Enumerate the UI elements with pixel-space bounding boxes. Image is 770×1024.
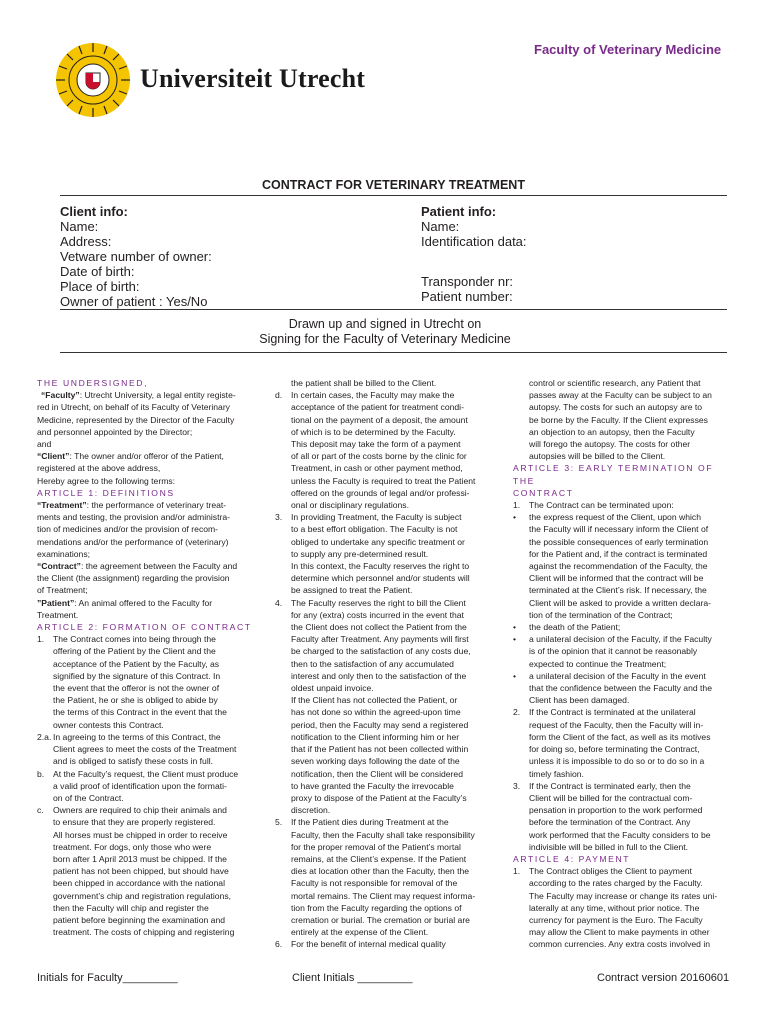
list-item bbox=[275, 389, 500, 401]
text-line: unless it is impossible to do so or to do so in a bbox=[529, 756, 705, 767]
text-line: the Patient, he or she is obliged to abide by bbox=[53, 695, 218, 706]
list-marker: 3. bbox=[275, 512, 283, 523]
text-line: to a best effort obligation. The Faculty is not bbox=[291, 524, 458, 535]
list-item bbox=[513, 865, 735, 877]
text-line: mortal remains. The Client may request informa- bbox=[291, 890, 476, 901]
text-line: Hereby agree to the following terms: bbox=[37, 475, 176, 486]
text-line: to ensure that they are properly registered. bbox=[53, 817, 216, 828]
text-line bbox=[37, 499, 259, 511]
text-line: and personnel appointed by the Director; bbox=[37, 426, 193, 437]
title-rule bbox=[60, 195, 727, 196]
text-line: period, then the Faculty may send a registered bbox=[291, 719, 469, 730]
list-item bbox=[513, 621, 735, 633]
text-line: acceptance of the Patient by the Faculty, as bbox=[53, 658, 220, 669]
list-marker: • bbox=[513, 622, 517, 633]
list-marker: d. bbox=[275, 390, 283, 401]
client-owner-label: Owner of patient : Yes/No bbox=[60, 294, 208, 309]
list-marker: 1. bbox=[37, 634, 45, 645]
text-line: onal or disciplinary regulations. bbox=[291, 500, 409, 511]
patient-number-label: Patient number: bbox=[421, 289, 513, 304]
text-line: remains, at the Client’s expense. If the Patient bbox=[291, 853, 467, 864]
article-heading: ARTICLE 2: FORMATION OF CONTRACT bbox=[37, 622, 252, 633]
text-line: is of the opinion that it cannot be reasonably bbox=[529, 646, 698, 657]
list-item bbox=[275, 938, 500, 950]
text-line: All horses must be chipped in order to receive bbox=[53, 829, 228, 840]
text-line: laterally at any time, without prior notice. The bbox=[529, 902, 700, 913]
list-item-text: the death of the Patient; bbox=[529, 622, 621, 633]
text-line: Treatment. bbox=[37, 609, 79, 620]
text-line: request of the Faculty, then the Faculty will in- bbox=[529, 719, 704, 730]
list-item-text: In providing Treatment, the Faculty is subject bbox=[291, 512, 462, 523]
definition-text: : The owner and/or offeror of the Patient, bbox=[69, 451, 224, 462]
article-heading: ARTICLE 4: PAYMENT bbox=[513, 853, 631, 864]
transponder-label: Transponder nr: bbox=[421, 274, 514, 289]
text-line: tion of the termination of the Contract; bbox=[529, 609, 673, 620]
list-item bbox=[513, 633, 735, 645]
text-line: the terms of this Contract in the event that the bbox=[53, 707, 227, 718]
text-line: of Treatment; bbox=[37, 585, 88, 596]
list-item-text: At the Faculty’s request, the Client must produce bbox=[53, 768, 239, 779]
client-pob-label: Place of birth: bbox=[60, 279, 140, 294]
text-line: terminated at the Client’s risk. If necessary, the bbox=[529, 585, 707, 596]
article-heading: ARTICLE 1: DEFINITIONS bbox=[37, 487, 175, 498]
patient-info-heading: Patient info: bbox=[421, 204, 497, 219]
text-line: treatment. The costs of chipping and registering bbox=[53, 927, 235, 938]
list-marker: 6. bbox=[275, 939, 283, 950]
list-item bbox=[37, 768, 259, 780]
article-heading: CONTRACT bbox=[513, 487, 574, 498]
contract-title: CONTRACT FOR VETERINARY TREATMENT bbox=[262, 178, 525, 192]
text-line: expected to continue the Treatment; bbox=[529, 658, 667, 669]
text-line: signified by the signature of this Contract. In bbox=[53, 670, 221, 681]
definition-text: : Utrecht University, a legal entity registe- bbox=[79, 390, 236, 401]
list-marker: 4. bbox=[275, 597, 283, 608]
text-line: This deposit may take the form of a payment bbox=[291, 439, 461, 450]
text-line: the possible consequences of early termination bbox=[529, 536, 709, 547]
text-line bbox=[37, 597, 259, 609]
list-item bbox=[513, 780, 735, 792]
list-marker: 5. bbox=[275, 817, 283, 828]
signing-place-line: Drawn up and signed in Utrecht on bbox=[288, 317, 482, 331]
list-item bbox=[37, 804, 259, 816]
text-line: before the termination of the Contract. Any bbox=[529, 817, 691, 828]
text-line: common currencies. Any extra costs involved in bbox=[529, 939, 711, 950]
text-line: tion from the Faculty regarding the options of bbox=[291, 902, 462, 913]
list-item-text: In agreeing to the terms of this Contract, the bbox=[53, 731, 221, 742]
text-line: obliged to undertake any specific treatment or bbox=[291, 536, 465, 547]
text-line bbox=[37, 389, 259, 401]
text-line: dies at location other than the Faculty, then the bbox=[291, 866, 470, 877]
list-item-text: The Contract comes into being through the bbox=[53, 634, 216, 645]
text-line: the Client does not collect the Patient from the bbox=[291, 622, 467, 633]
text-line: registered at the above address, bbox=[37, 463, 161, 474]
text-line: The Faculty may increase or change its rates uni- bbox=[529, 890, 718, 901]
list-item-text: the express request of the Client, upon which bbox=[529, 512, 701, 523]
column-3 bbox=[513, 377, 735, 951]
text-line: passes away at the Faculty can be subject to an bbox=[529, 390, 712, 401]
text-line: be borne by the Faculty. If the Client expresses bbox=[529, 414, 708, 425]
text-line bbox=[37, 560, 259, 572]
text-line: red in Utrecht, on behalf of its Faculty of Veterinary bbox=[37, 402, 230, 413]
list-item bbox=[275, 597, 500, 609]
text-line: and bbox=[37, 439, 52, 450]
text-line: owner contests this Contract. bbox=[53, 719, 164, 730]
text-line: against the recommendation of the Faculty, the bbox=[529, 561, 708, 572]
text-line: Client has been damaged. bbox=[529, 695, 630, 706]
text-line: tional on the payment of a deposit, the amount bbox=[291, 414, 468, 425]
client-dob-label: Date of birth: bbox=[60, 264, 135, 279]
text-line: on of the Contract. bbox=[53, 792, 124, 803]
text-line: ments and testing, the provision and/or administra- bbox=[37, 512, 230, 523]
client-info-block bbox=[60, 204, 212, 309]
text-line: autopsies will be billed to the Client. bbox=[529, 451, 666, 462]
text-line: according to the rates charged by the Faculty. bbox=[529, 878, 703, 889]
text-line: tion of medicines and/or the provision of recom- bbox=[37, 524, 219, 535]
list-item-text: For the benefit of internal medical quality bbox=[291, 939, 446, 950]
list-marker: 3. bbox=[513, 780, 521, 791]
text-line: been chipped in accordance with the national bbox=[53, 878, 225, 889]
list-marker: • bbox=[513, 670, 517, 681]
text-line: acceptance of the patient for treatment condi- bbox=[291, 402, 464, 413]
list-item-text: a unilateral decision of the Faculty in the event bbox=[529, 670, 706, 681]
text-line: autopsy. The costs for such an autopsy are to bbox=[529, 402, 703, 413]
list-item-text: The Faculty reserves the right to bill the Client bbox=[291, 597, 466, 608]
article-heading: ARTICLE 3: EARLY TERMINATION OF THE bbox=[513, 463, 714, 486]
faculty-name: Faculty of Veterinary Medicine bbox=[534, 42, 722, 57]
text-line: If the Client has not collected the Patient, or bbox=[291, 695, 458, 706]
list-item bbox=[37, 731, 259, 743]
text-line: to supply any pre-determined result. bbox=[291, 548, 429, 559]
list-item bbox=[513, 706, 735, 718]
text-line: the Client (the assignment) regarding the provision bbox=[37, 573, 230, 584]
text-line: has not done so within the agreed-upon time bbox=[291, 707, 461, 718]
text-line: for any (extra) costs incurred in the event that bbox=[291, 609, 464, 620]
list-item-text: The Contract can be terminated upon: bbox=[529, 500, 674, 511]
text-line: Faculty, then the Faculty shall take responsibility bbox=[291, 829, 475, 840]
patient-name-label: Name: bbox=[421, 219, 460, 234]
defined-term: “Client” bbox=[37, 451, 70, 462]
text-line: an objection to an autopsy, then the Faculty bbox=[529, 426, 695, 437]
defined-term: ”Patient” bbox=[37, 597, 75, 608]
list-item bbox=[275, 511, 500, 523]
list-item-text: If the Contract is terminated at the unilateral bbox=[529, 707, 696, 718]
text-line: for the Patient and, if the contract is terminated bbox=[529, 548, 708, 559]
university-seal-logo bbox=[55, 42, 131, 118]
text-line: offered on the grounds of legal and/or professi- bbox=[291, 487, 470, 498]
text-line: for doing so, before terminating the Contract, bbox=[529, 744, 700, 755]
text-line: unless the Faculty is required to treat the Patient bbox=[291, 475, 476, 486]
text-line: of which is to be determined by the Faculty. bbox=[291, 426, 456, 437]
text-line: then the Faculty will chip and register the bbox=[53, 902, 209, 913]
text-line: notification, then the Client will be considered bbox=[291, 768, 463, 779]
list-marker: • bbox=[513, 512, 517, 523]
text-line: notification to the Client informing him or her bbox=[291, 731, 460, 742]
list-item bbox=[513, 499, 735, 511]
text-line: discretion. bbox=[291, 805, 331, 816]
text-line: Client will be informed that the contract will be bbox=[529, 573, 704, 584]
column-1 bbox=[37, 377, 259, 938]
text-line: work performed that the Faculty considers to be bbox=[529, 829, 711, 840]
list-marker: 1. bbox=[513, 866, 521, 877]
article-heading: THE UNDERSIGNED, bbox=[37, 378, 149, 388]
text-line: oldest unpaid invoice. bbox=[291, 683, 374, 694]
text-line: born after 1 April 2013 must be chipped. If the bbox=[53, 853, 227, 864]
text-line: a valid proof of identification upon the formati- bbox=[53, 780, 227, 791]
text-line: be assigned to treat the Patient. bbox=[291, 585, 413, 596]
text-line: proxy to dispose of the Patient at the Faculty’s bbox=[291, 792, 467, 803]
client-address-label: Address: bbox=[60, 234, 112, 249]
text-line: seven working days following the date of the bbox=[291, 756, 460, 767]
list-marker: 1. bbox=[513, 500, 521, 511]
text-line: may allow the Client to make payments in other bbox=[529, 927, 710, 938]
text-line: that if the Patient has not been collected within bbox=[291, 744, 469, 755]
list-item-text: Owners are required to chip their animals and bbox=[53, 805, 227, 816]
text-line: the patient shall be billed to the Client. bbox=[291, 378, 437, 388]
list-item-text: The Contract obliges the Client to payment bbox=[529, 866, 692, 877]
list-item-text: If the Patient dies during Treatment at the bbox=[291, 817, 449, 828]
text-line bbox=[37, 450, 259, 462]
client-name-label: Name: bbox=[60, 219, 99, 234]
text-line: for the proper removal of the Patient’s mortal bbox=[291, 841, 461, 852]
initials-faculty: Initials for Faculty_________ bbox=[37, 972, 178, 984]
text-line: Medicine, represented by the Director of the Faculty bbox=[37, 414, 235, 425]
text-line: Faculty after Treatment. Any payments will first bbox=[291, 634, 469, 645]
text-line: patient has not been chipped, but should have bbox=[53, 866, 229, 877]
defined-term: “Faculty” bbox=[41, 390, 80, 401]
text-line: of all or part of the costs borne by the clinic for bbox=[291, 451, 467, 462]
list-marker: c. bbox=[37, 805, 44, 816]
text-line: Treatment, in cash or other payment method, bbox=[291, 463, 463, 474]
text-line: the Faculty will if necessary inform the Client of bbox=[529, 524, 709, 535]
client-initials: Client Initials _________ bbox=[292, 972, 413, 984]
list-item bbox=[275, 816, 500, 828]
university-name: Universiteit Utrecht bbox=[140, 64, 366, 93]
text-line: pensation in proportion to the work performed bbox=[529, 805, 703, 816]
list-item-text: In certain cases, the Faculty may make the bbox=[291, 390, 455, 401]
text-line: Faculty is not responsible for removal of the bbox=[291, 878, 458, 889]
column-2 bbox=[275, 377, 500, 951]
list-marker: 2.a. bbox=[37, 731, 52, 742]
client-info-heading: Client info: bbox=[60, 204, 128, 219]
text-line: examinations; bbox=[37, 548, 91, 559]
definition-text: : An animal offered to the Faculty for bbox=[74, 597, 213, 608]
text-line: Client will be billed for the contractual com- bbox=[529, 792, 693, 803]
text-line: In this context, the Faculty reserves the right to bbox=[291, 561, 470, 572]
text-line: that the confidence between the Faculty and the bbox=[529, 683, 712, 694]
text-line: offering of the Patient by the Client and the bbox=[53, 646, 216, 657]
text-line: currency for payment is the Euro. The Faculty bbox=[529, 914, 703, 925]
list-item bbox=[513, 670, 735, 682]
text-line: Client agrees to meet the costs of the Treatment bbox=[53, 744, 237, 755]
text-line: control or scientific research, any Patient that bbox=[529, 378, 701, 388]
text-line: to have granted the Faculty the irrevocable bbox=[291, 780, 454, 791]
client-vetware-label: Vetware number of owner: bbox=[60, 249, 212, 264]
text-line: cremation or burial. The cremation or burial are bbox=[291, 914, 470, 925]
text-line: timely fashion. bbox=[529, 768, 584, 779]
info-rule bbox=[60, 309, 727, 310]
text-line: interest and only then to the satisfaction of the bbox=[291, 670, 467, 681]
contract-version: Contract version 20160601 bbox=[597, 972, 730, 984]
defined-term: “Contract” bbox=[37, 561, 81, 572]
text-line: will forego the autopsy. The costs for other bbox=[529, 439, 691, 450]
list-marker: 2. bbox=[513, 707, 521, 718]
text-line: then to the satisfaction of any accumulated bbox=[291, 658, 454, 669]
signing-faculty-line: Signing for the Faculty of Veterinary Medicine bbox=[259, 332, 511, 346]
signing-rule bbox=[60, 352, 727, 353]
list-item bbox=[513, 511, 735, 523]
patient-id-label: Identification data: bbox=[421, 234, 527, 249]
text-line: form the Client of the fact, as well as its motives bbox=[529, 731, 711, 742]
text-line: determine which personnel and/or students will bbox=[291, 573, 470, 584]
definition-text: : the agreement between the Faculty and bbox=[80, 561, 238, 572]
patient-extra-block bbox=[421, 274, 513, 304]
text-line: and is obliged to satisfy these costs in full. bbox=[53, 756, 214, 767]
list-marker: b. bbox=[37, 768, 45, 779]
text-line: be charged to the satisfaction of any costs due, bbox=[291, 646, 471, 657]
text-line: mendations and/or the performance of (veterinary) bbox=[37, 536, 229, 547]
text-line: government’s chip and registration regulations, bbox=[53, 890, 232, 901]
text-line: treatment. For dogs, only those who were bbox=[53, 841, 212, 852]
patient-info-block bbox=[421, 204, 527, 249]
text-line: entirely at the expense of the Client. bbox=[291, 927, 429, 938]
defined-term: “Treatment” bbox=[37, 500, 87, 511]
list-marker: • bbox=[513, 634, 517, 645]
text-line: patient before beginning the examination and bbox=[53, 914, 226, 925]
text-line: indivisible will be billed in full to the Client. bbox=[529, 841, 689, 852]
list-item bbox=[37, 633, 259, 645]
text-line: the event that the offeror is not the owner of bbox=[53, 683, 220, 694]
list-item-text: a unilateral decision of the Faculty, if the Faculty bbox=[529, 634, 712, 645]
list-item-text: If the Contract is terminated early, then the bbox=[529, 780, 691, 791]
definition-text: : the performance of veterinary treat- bbox=[86, 500, 227, 511]
text-line: Client will be asked to provide a written declara- bbox=[529, 597, 711, 608]
